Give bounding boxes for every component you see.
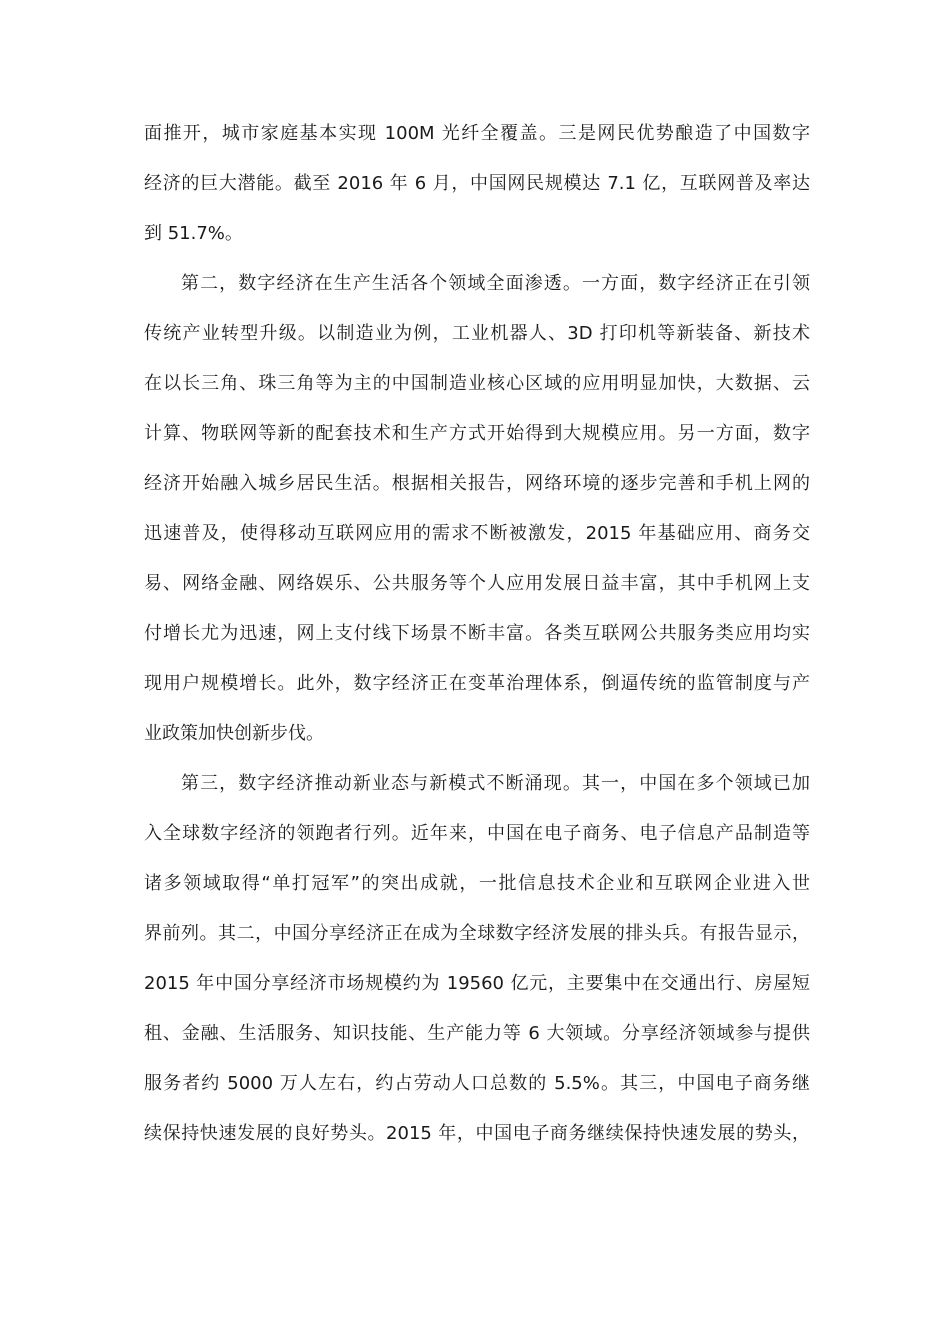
paragraph-2-line-6: 迅速普及，使得移动互联网应用的需求不断被激发，2015 年基础应用、商务交 [144,523,810,544]
paragraph-3-line-6: 租、金融、生活服务、知识技能、生产能力等 6 大领域。分享经济领域参与提供 [144,1023,810,1044]
paragraph-2-line-4: 计算、物联网等新的配套技术和生产方式开始得到大规模应用。另一方面，数字 [144,423,810,444]
paragraph-3-line-2: 入全球数字经济的领跑者行列。近年来，中国在电子商务、电子信息产品制造等 [144,823,810,844]
paragraph-3-line-3: 诸多领域取得“单打冠军”的突出成就，一批信息技术企业和互联网企业进入世 [144,873,810,894]
paragraph-3-line-4: 界前列。其二，中国分享经济正在成为全球数字经济发展的排头兵。有报告显示， [144,923,810,944]
paragraph-2-line-1: 第二，数字经济在生产生活各个领域全面渗透。一方面，数字经济正在引领 [181,273,810,294]
paragraph-2-line-10: 业政策加快创新步伐。 [144,723,324,744]
paragraph-1-line-2: 经济的巨大潜能。截至 2016 年 6 月，中国网民规模达 7.1 亿，互联网普及率达 [144,173,810,194]
paragraph-2-line-7: 易、网络金融、网络娱乐、公共服务等个人应用发展日益丰富，其中手机网上支 [144,573,810,594]
paragraph-2-line-2: 传统产业转型升级。以制造业为例，工业机器人、3D 打印机等新装备、新技术 [144,323,810,344]
paragraph-1-line-1: 面推开，城市家庭基本实现 100M 光纤全覆盖。三是网民优势酿造了中国数字 [144,123,810,144]
paragraph-3-line-1: 第三，数字经济推动新业态与新模式不断涌现。其一，中国在多个领域已加 [181,773,810,794]
paragraph-2-line-9: 现用户规模增长。此外，数字经济正在变革治理体系，倒逼传统的监管制度与产 [144,673,810,694]
paragraph-3-line-7: 服务者约 5000 万人左右，约占劳动人口总数的 5.5%。其三，中国电子商务继 [144,1073,810,1094]
paragraph-2-line-5: 经济开始融入城乡居民生活。根据相关报告，网络环境的逐步完善和手机上网的 [144,473,810,494]
paragraph-3-line-8: 续保持快速发展的良好势头。2015 年，中国电子商务继续保持快速发展的势头， [144,1123,810,1144]
paragraph-2-line-3: 在以长三角、珠三角等为主的中国制造业核心区域的应用明显加快，大数据、云 [144,373,810,394]
paragraph-3-line-5: 2015 年中国分享经济市场规模约为 19560 亿元，主要集中在交通出行、房屋短 [144,973,810,994]
paragraph-2-line-8: 付增长尤为迅速，网上支付线下场景不断丰富。各类互联网公共服务类应用均实 [144,623,810,644]
paragraph-1-line-3: 到 51.7%。 [144,223,243,244]
